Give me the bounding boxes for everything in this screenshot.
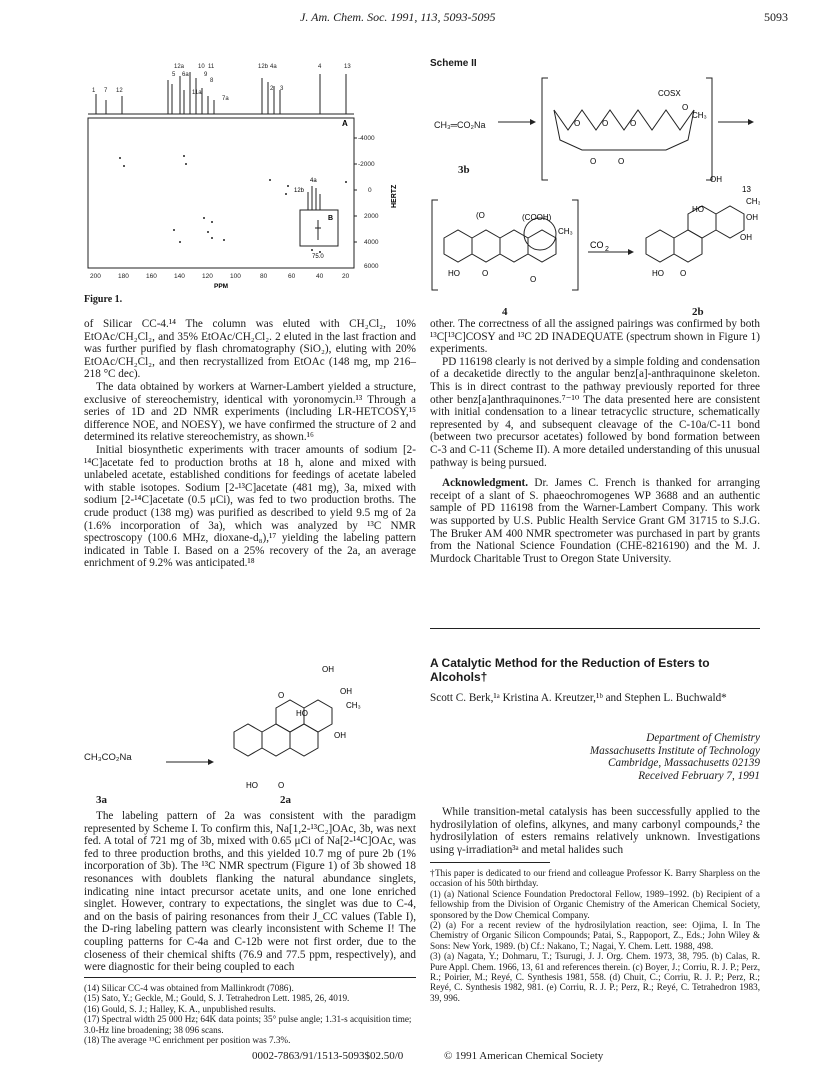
footnote-divider [84, 977, 416, 978]
peak-label: 11a [192, 90, 202, 96]
footnote: (14) Silicar CC-4 was obtained from Mallinkrodt (7086). [84, 983, 294, 993]
svg-text:13: 13 [742, 185, 751, 194]
left-footnotes [84, 983, 416, 1045]
peak-label: 12b [258, 64, 269, 70]
svg-text:HO: HO [296, 709, 308, 718]
article-title: A Catalytic Method for the Reduction of Esters to Alcohols† [430, 656, 710, 684]
affiliation [540, 732, 760, 782]
article-divider [430, 628, 760, 629]
figure-1 [84, 60, 414, 300]
panel-b-label: B [328, 215, 334, 222]
svg-text:O: O [682, 103, 689, 112]
svg-text:CH₃: CH₃ [692, 111, 707, 120]
right-column-text [430, 318, 760, 565]
peak-label: 12 [116, 88, 123, 94]
svg-text:OH: OH [746, 213, 758, 222]
compound-label-3a: 3a [96, 794, 107, 806]
svg-text:CH₃: CH₃ [746, 197, 760, 206]
scheme-reactant: CH₃CO₂Na [84, 752, 132, 763]
svg-text:OH: OH [740, 233, 752, 242]
affiliation-line: Massachusetts Institute of Technology [589, 744, 760, 757]
svg-text:2: 2 [605, 246, 609, 253]
y-tick: 2000 [364, 213, 379, 220]
compound-label-2b: 2b [692, 306, 704, 318]
peak-label: 5 [172, 72, 176, 78]
paragraph: PD 116198 clearly is not derived by a simple folding and condensation of a decaketide directly to the angular benz[a]-anthraquinone skeleton. This is in direct contrast to the pathway previously reported for three other benz[a]anthraquinones.⁷⁻¹⁰ The data presented here are consistent with initial condensation to a linear tetracyclic structure, schematically represented by 4, and subsequent cleavage of the C-10a/C-11 bond (between two precursor acetates) followed by bond formation between C-3 and C-11 (Scheme II). A more detailed understanding of this unusual pathway is being pursued. [430, 355, 760, 469]
compound-label-4: 4 [502, 306, 508, 318]
x-tick: 40 [316, 273, 324, 280]
svg-text:O: O [574, 119, 581, 128]
svg-text:O: O [482, 269, 489, 278]
svg-text:(O: (O [476, 211, 485, 220]
svg-text:(COOH): (COOH) [522, 213, 552, 222]
y-axis-label: HERTZ [391, 184, 398, 208]
x-tick: 20 [342, 273, 350, 280]
svg-text:CO: CO [590, 240, 604, 250]
svg-text:O: O [278, 691, 285, 700]
peak-label: 6a [182, 72, 189, 78]
x-tick: 180 [118, 273, 129, 280]
y-tick: -2000 [358, 161, 375, 168]
panel-a-label: A [342, 119, 348, 128]
svg-text:O: O [680, 269, 687, 278]
article-intro [430, 806, 760, 856]
paragraph: other. The correctness of all the assigned pairings was confirmed by both ¹³C[¹³C]COSY and ¹³C 2D INADEQUATE (spectrum shown in Figure 1) experiments. [430, 318, 760, 356]
footnote: (17) Spectral width 25 000 Hz; 64K data points; 35° pulse angle; 1.31-s acquisition time; 3.0-Hz line broadening; 38 096 scans. [84, 1014, 412, 1035]
affiliation-line: Department of Chemistry [646, 732, 760, 744]
peak-label: 10 [198, 64, 205, 70]
x-tick: 100 [230, 273, 241, 280]
scheme-3a-2a [84, 612, 416, 822]
svg-text:O: O [590, 157, 597, 166]
inset-label: 12b [294, 188, 305, 194]
svg-text:HO: HO [246, 781, 258, 790]
scheme-drawing [84, 612, 416, 822]
paragraph: Initial biosynthetic experiments with tracer amounts of sodium [2-¹⁴C]acetate fed to production broths at 18 h, alone and mixed with unlabeled acetate, established conditions for feedings of acetate labeled with stable isotopes. Sodium [2-¹³C]acetate (481 mg), 3a, mixed with sodium [2-¹⁴C]acetate (0.5 μCi), was fed to two production broths. The crude product (138 mg) was purified as described to yield 9.5 mg of 2a (1.6% incorporation of 3a), which was analyzed by ¹³C NMR spectroscopy (100.6 MHz, dioxane-d₈),¹⁷ yielding the labeling pattern indicated in Table I. Based on a 25% recovery of the 2a, an average enrichment of 9.2% was anticipated.¹⁸ [84, 443, 416, 570]
svg-text:HO: HO [448, 269, 460, 278]
peak-label: 13 [344, 64, 351, 70]
y-tick: 0 [368, 187, 372, 194]
inset-scale: 75.0 [312, 254, 324, 260]
svg-text:OH: OH [322, 665, 334, 674]
x-tick: 60 [288, 273, 296, 280]
x-tick: 120 [202, 273, 213, 280]
svg-text:O: O [530, 275, 537, 284]
paragraph: The data obtained by workers at Warner-Lambert yielded a structure, exclusive of stereochemistry, identical with yoronomycin.¹³ Through a series of 1D and 2D NMR experiments (including LR-HETCOSY,¹⁵ difference NOE, and NOESY), we have confirmed the structure of 2 and determined its relative stereochemistry, as shown.¹⁶ [84, 380, 416, 444]
scheme-ii-title: Scheme II [430, 58, 477, 69]
footer-copyright: © 1991 American Chemical Society [444, 1050, 604, 1062]
svg-text:O: O [618, 157, 625, 166]
svg-text:O: O [278, 781, 285, 790]
left-column-text-2 [84, 810, 416, 974]
svg-text:COSX: COSX [658, 89, 681, 98]
acknowledgment-body: Dr. James C. French is thanked for arranging receipt of a slant of S. phaeochromogenes WP 3688 and an authentic sample of PD 116198 from the Warner-Lambert Company. This work was supported by U.S. Public Health Service Grant GM 31715 to S.J.G. The Bruker AM 400 NMR spectrometer was purchased in part by grants from the National Science Foundation (CHE-8216190) and the M. J. Murdock Charitable Trust to Oregon State University. [430, 477, 761, 565]
svg-text:CH₃: CH₃ [346, 701, 361, 710]
peak-label: 4 [318, 64, 322, 70]
y-tick: 6000 [364, 263, 379, 270]
scheme-ii-reactant: CH₃═CO₂Na [434, 120, 486, 130]
y-tick: 4000 [364, 239, 379, 246]
peak-label: 8 [210, 78, 214, 84]
acknowledgment-heading: Acknowledgment. [442, 477, 529, 490]
svg-text:OH: OH [334, 731, 346, 740]
footnote: (18) The average ¹³C enrichment per position was 7.3%. [84, 1035, 291, 1046]
x-tick: 80 [260, 273, 268, 280]
y-tick: -4000 [358, 135, 375, 142]
footnote-divider [430, 862, 550, 863]
footnote: (1) (a) National Science Foundation Predoctoral Fellow, 1989–1992. (b) Recipient of a fellowship from the Division of Organic Chemistry of the American Chemical Society, sponsored by the Dow Chemical Company. [430, 888, 760, 920]
x-tick: 140 [174, 273, 185, 280]
paragraph: The labeling pattern of 2a was consistent with the paradigm represented by Scheme I. To confirm this, Na[1,2-¹³C₂]OAc, 3b, was next fed. A total of 721 mg of 3b, mixed with 0.65 μCi of Na[2-¹⁴C]OAc, was fed to three production broths, and this yielded 10.7 mg of pure 2b (1% incorporation of 3b). The ¹³C NMR spectrum (Figure 1) of 3b showed 18 resonances with doublets flanking the natural abundance singlets, indicating nine intact precursor acetate units, and one lone enriched singlet. However, contrary to expectations, the singlet was due to C-4, and on the basis of pairing resonances from their J_CC values (Table I), the D-ring labeling pattern was clearly inconsistent with Scheme I! The coupling patterns for C-4a and C-12b were not first order, due to the closeness of their chemical shifts (76.9 and 77.5 ppm, respectively), and were diagnostic for their being coupled to each [84, 810, 416, 974]
page-number: 5093 [764, 10, 788, 24]
article-authors: Scott C. Berk,¹ᵃ Kristina A. Kreutzer,¹ᵇ and Stephen L. Buchwald* [430, 692, 727, 704]
journal-header: J. Am. Chem. Soc. 1991, 113, 5093-5095 [300, 10, 496, 24]
peak-label: 4a [270, 64, 277, 70]
peak-label: 2 [270, 86, 274, 92]
peak-label: 12a [174, 64, 185, 70]
peak-label: 3 [280, 86, 284, 92]
footnote: (15) Sato, Y.; Geckle, M.; Gould, S. J. Tetrahedron Lett. 1985, 26, 4019. [84, 993, 350, 1004]
peak-label: 7a [222, 96, 229, 102]
svg-text:CH₃: CH₃ [558, 227, 573, 236]
x-tick: 160 [146, 273, 157, 280]
inset-label: 4a [310, 178, 317, 184]
acknowledgment [430, 477, 760, 565]
right-footnotes [430, 868, 760, 1003]
footnote: (16) Gould, S. J.; Halley, K. A., unpublished results. [84, 1003, 276, 1014]
peak-label: 11 [208, 64, 215, 70]
peak-label: 1 [92, 88, 96, 94]
scheme-ii [430, 70, 760, 318]
footnote: (3) (a) Nagata, Y.; Dohmaru, T.; Tsurugi, J. J. Org. Chem. 1973, 38, 795. (b) Calas, R. Pure Appl. Chem. 1966, 13, 61 and references therein. (c) Boyer, J.; Corriu, R. J. P.; Perz, R.; Poirier, M.; Reyé, C. Synthesis 1981, 558. (d) Chuit, C.; Corriu, R. J. P.; Perz, R.; Reyé, C. Synthesis 1982, 981. (e) Corriu, R. J. P.; Perz, R.; Reyé, C. Tetrahedron 1983, 39, 996. [430, 951, 760, 1003]
compound-label-2a: 2a [280, 794, 291, 806]
received-date: Received February 7, 1991 [638, 769, 760, 782]
svg-text:OH: OH [710, 175, 722, 184]
footnote: (2) (a) For a recent review of the hydrosilylation reaction, see: Ojima, I. In The Chemistry of Organic Silicon Compounds; Patai, S., Rappoport, Z., Eds.; John Wiley & Sons: New York, 1989. (b) Cf.: Nakano, T.; Nagai, Y. Chem. Lett. 1988, 498. [430, 920, 760, 951]
left-column-text [84, 318, 416, 570]
svg-text:O: O [602, 119, 609, 128]
paragraph: of Silicar CC-4.¹⁴ The column was eluted with CH₂Cl₂, 10% EtOAc/CH₂Cl₂, and 35% EtOAc/CH₂Cl₂. 2 eluted in the last fraction and was further purified by flash chromatography (SiO₂), eluting with 20% EtOAc/CH₂Cl₂, and then recrystallized from EtOAc (148 mg, mp 216–218 °C dec). [84, 318, 416, 381]
scheme-ii-drawing [430, 70, 760, 314]
svg-text:O: O [630, 119, 637, 128]
x-tick: 200 [90, 273, 101, 280]
peak-label: 9 [204, 72, 208, 78]
peak-label: 7 [104, 88, 108, 94]
affiliation-line: Cambridge, Massachusetts 02139 [608, 757, 760, 770]
nmr-spectrum [84, 60, 414, 300]
svg-text:OH: OH [340, 687, 352, 696]
compound-label-3b: 3b [458, 164, 470, 176]
x-axis-label: PPM [214, 283, 229, 290]
svg-text:HO: HO [692, 205, 704, 214]
paragraph: While transition-metal catalysis has been successfully applied to the hydrosilylation of olefins, alkynes, and many carbonyl compounds,² the hydrosilylation of esters remains relatively unknown. Investigations using γ-irradiation³ᵃ and metal halides such [430, 806, 760, 856]
footnote: †This paper is dedicated to our friend and colleague Professor K. Barry Sharpless on the occasion of his 50th birthday. [430, 868, 760, 889]
footer-code: 0002-7863/91/1513-5093$02.50/0 [252, 1050, 404, 1062]
figure-1-caption: Figure 1. [84, 294, 123, 305]
svg-text:HO: HO [652, 269, 664, 278]
